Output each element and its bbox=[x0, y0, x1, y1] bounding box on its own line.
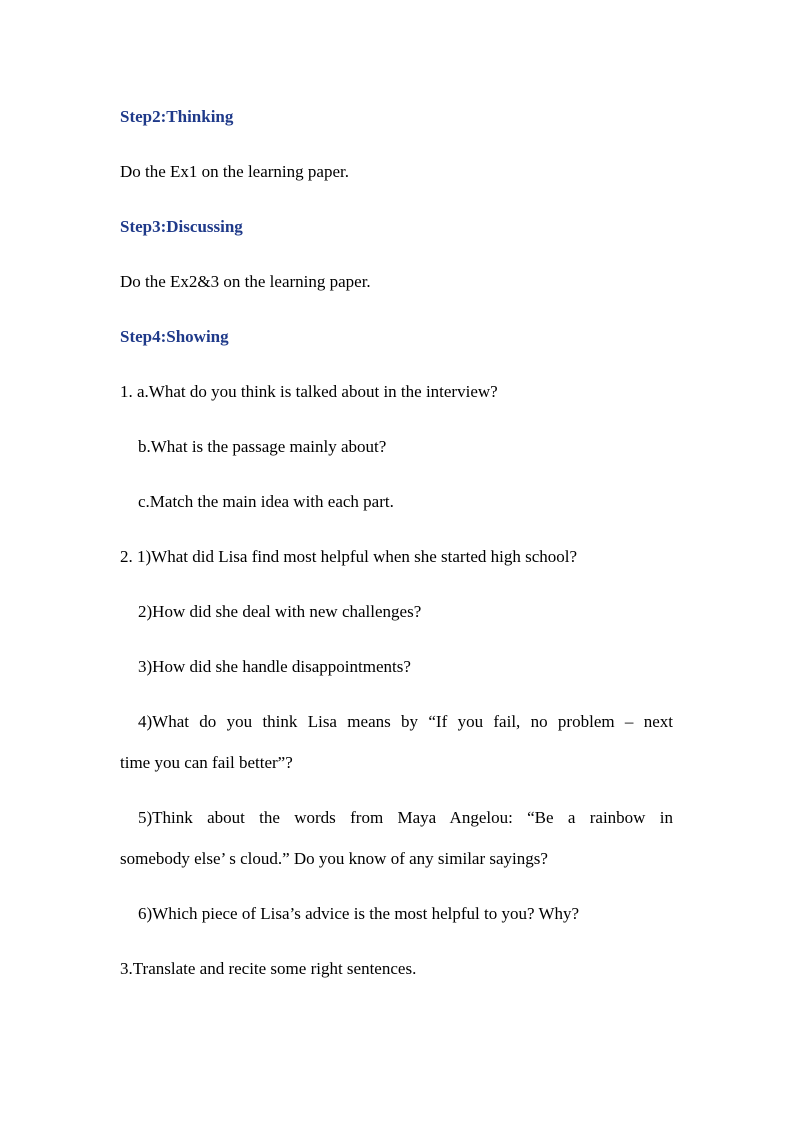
question-3: 3.Translate and recite some right sentences. bbox=[120, 959, 417, 978]
step2-heading: Step2:Thinking bbox=[120, 107, 234, 126]
step3-heading: Step3:Discussing bbox=[120, 217, 243, 236]
question-2-6: 6)Which piece of Lisa’s advice is the most helpful to you? Why? bbox=[138, 904, 580, 923]
question-2-5-line1: 5)Think about the words from Maya Angelou: “Be a rainbow in bbox=[138, 808, 673, 827]
question-2-5-line2: somebody else’ s cloud.” Do you know of any similar sayings? bbox=[120, 849, 548, 868]
question-2-4-line1: 4)What do you think Lisa means by “If you fail, no problem – next bbox=[138, 712, 673, 731]
question-1b: b.What is the passage mainly about? bbox=[138, 437, 387, 456]
question-2-1: 2. 1)What did Lisa find most helpful when she started high school? bbox=[120, 547, 578, 566]
question-1a: 1. a.What do you think is talked about in the interview? bbox=[120, 382, 498, 401]
question-1c: c.Match the main idea with each part. bbox=[138, 492, 394, 511]
step2-body: Do the Ex1 on the learning paper. bbox=[120, 162, 349, 181]
step4-heading: Step4:Showing bbox=[120, 327, 229, 346]
question-2-3: 3)How did she handle disappointments? bbox=[138, 657, 411, 676]
step3-body: Do the Ex2&3 on the learning paper. bbox=[120, 272, 371, 291]
question-2-4-line2: time you can fail better”? bbox=[120, 753, 293, 772]
question-2-2: 2)How did she deal with new challenges? bbox=[138, 602, 422, 621]
